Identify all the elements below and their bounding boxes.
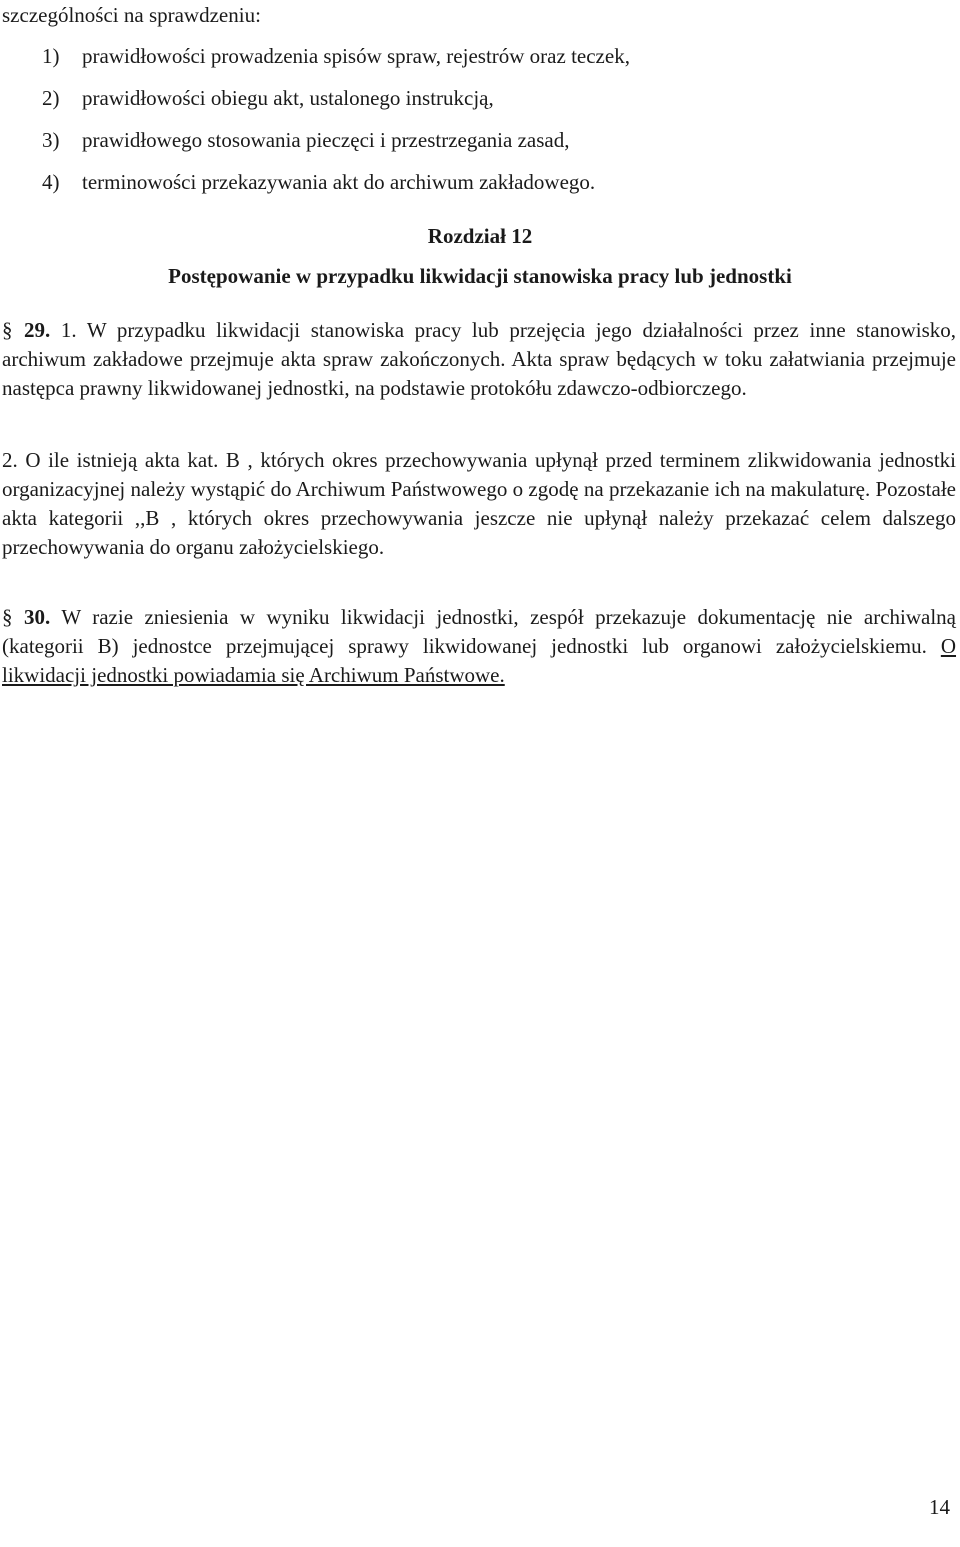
section-sign: § — [2, 605, 13, 629]
section-number: 30. — [24, 605, 51, 629]
section-number: 29. — [24, 318, 51, 342]
underlined-sentence: O likwidacji jednostki powiadamia się Archiwum Państwowe. — [2, 634, 957, 687]
intro-text: szczególności na sprawdzeniu: — [2, 3, 261, 27]
list-item-text: prawidłowości prowadzenia spisów spraw, rejestrów oraz teczek, — [82, 44, 630, 68]
checks-list — [42, 42, 942, 210]
list-item-number: 4) — [42, 170, 60, 194]
list-item-number: 3) — [42, 128, 60, 152]
paragraph-text: W razie zniesienia w wyniku likwidacji jednostki, zespół przekazuje dokumentację nie archiwalną (kategorii B) jednostce przejmującej sprawy likwidowanej jednostki lub organowi założycielskiemu. — [2, 605, 956, 658]
list-item-number: 2) — [42, 86, 60, 110]
list-item — [42, 84, 942, 126]
list-item-text: prawidłowego stosowania pieczęci i przestrzegania zasad, — [82, 128, 570, 152]
chapter-title: Postępowanie w przypadku likwidacji stanowiska pracy lub jednostki — [168, 264, 792, 288]
paragraph-text: 1. W przypadku likwidacji stanowiska pracy lub przejęcia jego działalności przez inne stanowisko, archiwum zakładowe przejmuje akta spraw zakończonych. Akta spraw będących w toku załatwiania przejmuje następca prawny likwidowanej jednostki, na podstawie protokółu zdawczo-odbiorczego. — [2, 318, 957, 400]
chapter-number: Rozdział 12 — [427, 224, 533, 248]
list-item-text: terminowości przekazywania akt do archiwum zakładowego. — [82, 170, 596, 194]
section-29-point-2: 2. O ile istnieją akta kat. B , których okres przechowywania upłynął przed terminem zlikwidowania jednostki organizacyjnej należy wystąpić do Archiwum Państwowego o zgodę na przekazanie ich na makulaturę. Pozostałe akta kategorii ,,B , których okres przechowywania jeszcze nie upłynął należy przekazać celem dalszego przechowywania do organu założycielskiego. — [2, 448, 956, 559]
section-sign: § — [2, 318, 13, 342]
section-29-point-1 — [2, 316, 956, 403]
list-item-text: prawidłowości obiegu akt, ustalonego instrukcją, — [82, 86, 494, 110]
list-item — [42, 126, 942, 168]
section-30 — [2, 603, 956, 690]
list-item — [42, 42, 942, 84]
page-number: 14 — [929, 1495, 950, 1519]
list-item — [42, 168, 942, 210]
list-item-number: 1) — [42, 44, 60, 68]
